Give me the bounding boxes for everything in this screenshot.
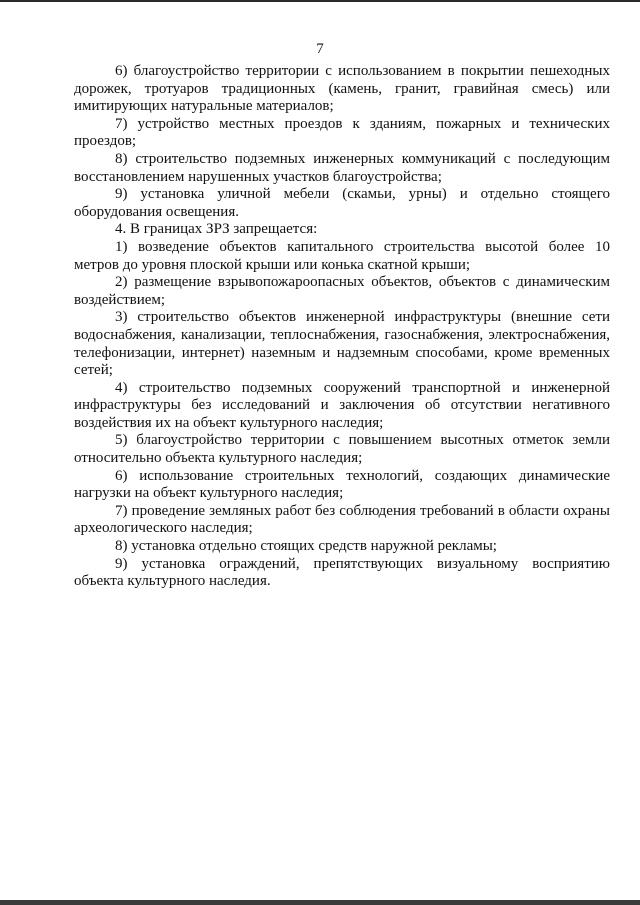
paragraph: 5) благоустройство территории с повышением высотных отметок земли относительно объекта культурного наследия; — [74, 432, 610, 467]
paragraph: 8) установка отдельно стоящих средств наружной рекламы; — [115, 538, 497, 555]
paragraph: 4) строительство подземных сооружений транспортной и инженерной инфраструктуры без исследований и заключения об отсутствии негативного воздействия их на объект культурного наследия; — [74, 379, 610, 431]
scan-edge-top — [0, 0, 640, 2]
paragraph: 7) устройство местных проездов к зданиям, пожарных и технических проездов; — [74, 115, 610, 150]
paragraph: 1) возведение объектов капитального строительства высотой более 10 метров до уровня плоской крыши или конька скатной крыши; — [74, 238, 610, 273]
paragraph: 6) благоустройство территории с использованием в покрытии пешеходных дорожек, тротуаров традиционных (камень, гранит, гравийная смесь) или имитирующих натуральные материалов; — [74, 63, 610, 115]
page-number: 7 — [316, 41, 324, 57]
paragraph: 2) размещение взрывопожароопасных объектов, объектов с динамическим воздействием; — [74, 274, 610, 308]
paragraph: 7) проведение земляных работ без соблюдения требований в области охраны археологического наследия; — [74, 502, 610, 537]
paragraph: 8) строительство подземных инженерных коммуникаций с последующим восстановлением нарушенных участков благоустройства; — [74, 150, 610, 185]
document-body — [74, 63, 610, 591]
scan-edge-bottom — [0, 900, 640, 905]
paragraph: 6) использование строительных технологий, создающих динамические нагрузки на объект культурного наследия; — [74, 467, 610, 502]
section-heading: 4. В границах ЗРЗ запрещается: — [115, 221, 318, 238]
paragraph: 9) установка уличной мебели (скамьи, урны) и отдельно стоящего оборудования освещения. — [74, 186, 610, 220]
paragraph: 3) строительство объектов инженерной инфраструктуры (внешние сети водоснабжения, канализации, теплоснабжения, газоснабжения, электроснабжения, телефонизации, интернет) наземным и надземным способами, кроме временных сетей; — [74, 309, 610, 379]
paragraph: 9) установка ограждений, препятствующих визуальному восприятию объекта культурного наследия. — [74, 555, 610, 590]
